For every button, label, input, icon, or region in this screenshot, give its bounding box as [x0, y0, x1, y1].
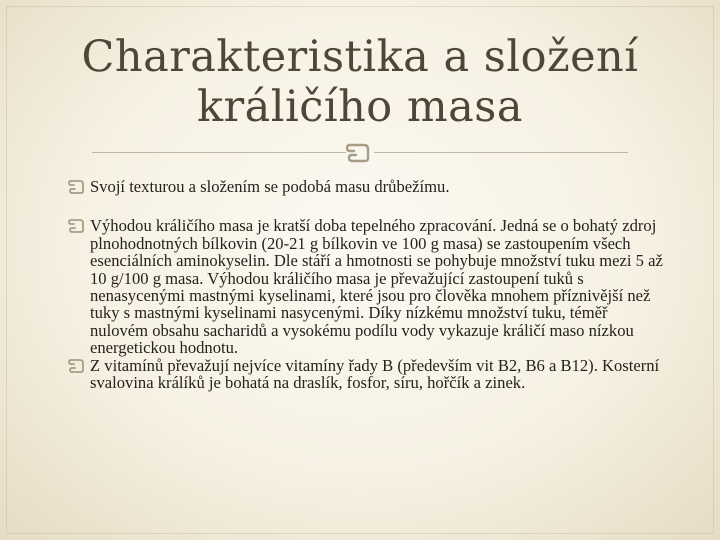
title-rule-right — [374, 152, 628, 153]
scroll-bullet-icon — [68, 358, 85, 373]
bullet-text: Výhodou králičího masa je kratší doba tepelného zpracování. Jedná se o bohatý zdroj plnohodnotných bílkovin (20-21 g bílkovin ve 100 g masa) se zastoupením všech esenciálních aminokyselin. Dle stáří a hmotnosti se pohybuje množství tuku mezi 5 až 10 g/100 g masa. Výhodou králičího masa je převažující zastoupení tuků s nenasycenými mastnými kyselinami, které jsou pro člověka mnohem příznivější než tuky s mastnými kyselinami nasycenými. Díky nízkému množství tuku, téměř nulovém obsahu sacharidů a vysokému podílu vody vykazuje králičí maso nízkou energetickou hodnotu. — [90, 216, 663, 358]
scroll-bullet-icon — [68, 179, 85, 194]
title-line-2: králičího masa — [197, 82, 523, 132]
bullet-text: Z vitamínů převažují nejvíce vitamíny řady B (především vit B2, B6 a B12). Kosterní svalovina králíků je bohatá na draslík, fosfor, síru, hořčík a zinek. — [90, 355, 660, 393]
bullet-item — [68, 357, 668, 392]
title-line-1: Charakteristika a složení — [81, 32, 639, 82]
slide-title — [60, 32, 660, 132]
scroll-bullet-icon — [68, 218, 85, 233]
scroll-ornament-icon — [346, 141, 374, 163]
bullet-text: Svojí texturou a složením se podobá masu drůbežímu. — [90, 177, 450, 196]
bullet-list — [68, 178, 668, 391]
bullet-item — [68, 217, 668, 356]
title-rule-left — [92, 152, 346, 153]
bullet-item — [68, 178, 668, 195]
